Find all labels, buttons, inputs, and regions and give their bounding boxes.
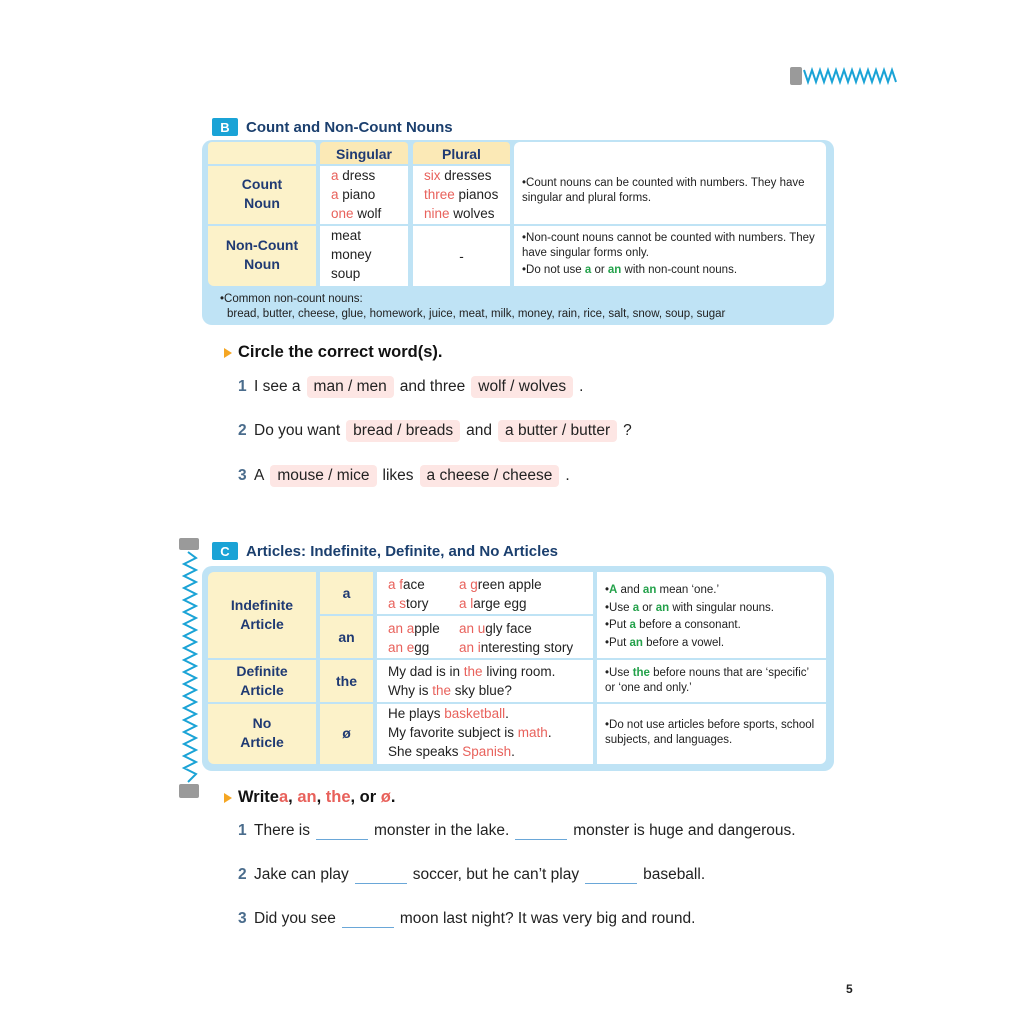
noncount-noun-label: Non-Count Noun [225, 237, 299, 272]
no-article-example-3: She speaks Spanish. [388, 744, 515, 759]
indefinite-note-4: •Put an before a vowel. [605, 636, 725, 649]
exercise-b-item-1: 1 I see a man / men and three wolf / wolves . [238, 376, 583, 398]
indefinite-note-3: •Put a before a consonant. [605, 619, 741, 631]
choice-pill[interactable]: mouse / mice [270, 465, 376, 487]
article-the: the [336, 673, 357, 689]
noncount-singular-cell [320, 226, 408, 286]
choice-pill[interactable]: bread / breads [346, 420, 460, 442]
answer-blank[interactable] [585, 867, 637, 884]
count-plural-3: nine wolves [424, 206, 495, 221]
the-example-1: My dad is in the living room. [388, 664, 556, 679]
a-examples-cell [377, 572, 593, 614]
section-c-badge: C [212, 542, 238, 560]
answer-blank[interactable] [316, 823, 368, 840]
definite-note-cell [597, 660, 826, 702]
exercise-c-instruction: Write a , an , the , or ø . [224, 788, 395, 807]
an-example-4: an interesting story [459, 640, 574, 655]
no-article-example-1: He plays basketball. [388, 706, 509, 721]
count-note-cell [514, 142, 826, 224]
common-noncount-nouns [220, 292, 820, 322]
no-article-examples-cell [377, 704, 593, 764]
exercise-b-instruction: Circle the correct word(s). [224, 343, 442, 362]
a-example-2: a green apple [459, 577, 542, 592]
row-label-noncount-noun [208, 226, 316, 286]
noncount-note-cell [514, 226, 826, 286]
an-example-1: an apple [388, 621, 440, 636]
noncount-singular-3: soup [331, 266, 361, 281]
indefinite-notes-cell [597, 572, 826, 658]
page-number: 5 [846, 982, 853, 996]
choice-pill[interactable]: a butter / butter [498, 420, 617, 442]
section-b-badge: B [212, 118, 238, 136]
row-label-count-noun [208, 166, 316, 224]
the-example-2: Why is the sky blue? [388, 683, 512, 698]
a-example-4: a large egg [459, 596, 527, 611]
section-c-header [212, 542, 558, 560]
the-examples-cell [377, 660, 593, 702]
indefinite-note-2: •Use a or an with singular nouns. [605, 601, 774, 614]
section-c-title: Articles: Indefinite, Definite, and No Articles [246, 542, 558, 560]
spiral-binding-left-icon [178, 538, 200, 800]
article-an-cell [320, 616, 373, 658]
choice-pill[interactable]: a cheese / cheese [420, 465, 560, 487]
section-b-title: Count and Non-Count Nouns [246, 118, 453, 136]
an-examples-cell [377, 616, 593, 658]
count-note: •Count nouns can be counted with numbers. They have singular and plural forms. [522, 177, 805, 204]
exercise-b-item-2: 2 Do you want bread / breads and a butter / butter ? [238, 420, 632, 442]
article-none-cell [320, 704, 373, 764]
noncount-note-2: •Do not use a or an with non-count nouns. [522, 264, 738, 276]
answer-blank[interactable] [515, 823, 567, 840]
count-plural-cell [413, 166, 510, 224]
exercise-c-item-2: 2 Jake can play soccer, but he can’t play baseball. [238, 866, 706, 883]
no-article-note-cell [597, 704, 826, 764]
noncount-plural-cell [413, 226, 510, 286]
no-article-label: No Article [240, 715, 284, 750]
exercise-c-item-1: 1 There is monster in the lake. monster is huge and dangerous. [238, 822, 796, 839]
choice-pill[interactable]: man / men [307, 376, 394, 398]
answer-blank[interactable] [355, 867, 407, 884]
an-example-3: an egg [388, 640, 430, 655]
article-a: a [342, 585, 351, 601]
row-label-no-article [208, 704, 316, 764]
row-label-indefinite [208, 572, 316, 658]
indefinite-label: Indefinite Article [230, 597, 294, 632]
article-an: an [338, 629, 355, 645]
count-noun-label: Count Noun [241, 176, 283, 211]
count-singular-1: a dress [331, 168, 376, 183]
row-label-definite [208, 660, 316, 702]
spiral-binding-icon [790, 66, 900, 86]
an-example-2: an ugly face [459, 621, 532, 636]
count-plural-2: three pianos [424, 187, 499, 202]
arrow-icon [224, 793, 232, 803]
article-a-cell [320, 572, 373, 614]
no-article-note: •Do not use articles before sports, school subjects, and languages. [605, 719, 815, 746]
answer-blank[interactable] [342, 911, 394, 928]
common-label: •Common non-count nouns: [220, 293, 363, 305]
exercise-c-item-3: 3 Did you see moon last night? It was very big and round. [238, 910, 696, 927]
indefinite-note-1: •A and an mean ‘one.’ [605, 584, 719, 596]
count-singular-2: a piano [331, 187, 376, 202]
article-the-cell [320, 660, 373, 702]
choice-pill[interactable]: wolf / wolves [471, 376, 573, 398]
count-singular-cell [320, 166, 408, 224]
exercise-b-item-3: 3 A mouse / mice likes a cheese / cheese . [238, 465, 570, 487]
section-b-header [212, 118, 453, 136]
definite-label: Definite Article [236, 663, 288, 698]
noncount-singular-2: money [331, 247, 372, 262]
no-article-example-2: My favorite subject is math. [388, 725, 552, 740]
col-header-singular: Singular [320, 142, 408, 164]
col-header-plural: Plural [413, 142, 510, 164]
noncount-note-1: •Non-count nouns cannot be counted with numbers. They have singular forms only. [522, 232, 815, 259]
a-example-1: a face [388, 577, 425, 592]
arrow-icon [224, 348, 232, 358]
a-example-3: a story [388, 596, 429, 611]
noncount-singular-1: meat [331, 228, 362, 243]
common-list: bread, butter, cheese, glue, homework, juice, meat, milk, money, rain, rice, salt, snow, soup, sugar [227, 308, 726, 320]
noncount-plural-dash: - [459, 249, 464, 264]
count-singular-3: one wolf [331, 206, 382, 221]
definite-note: •Use the before nouns that are ‘specific’ or ‘one and only.’ [605, 667, 809, 694]
count-plural-1: six dresses [424, 168, 492, 183]
corner-cell [208, 142, 316, 164]
article-none: ø [342, 725, 351, 741]
